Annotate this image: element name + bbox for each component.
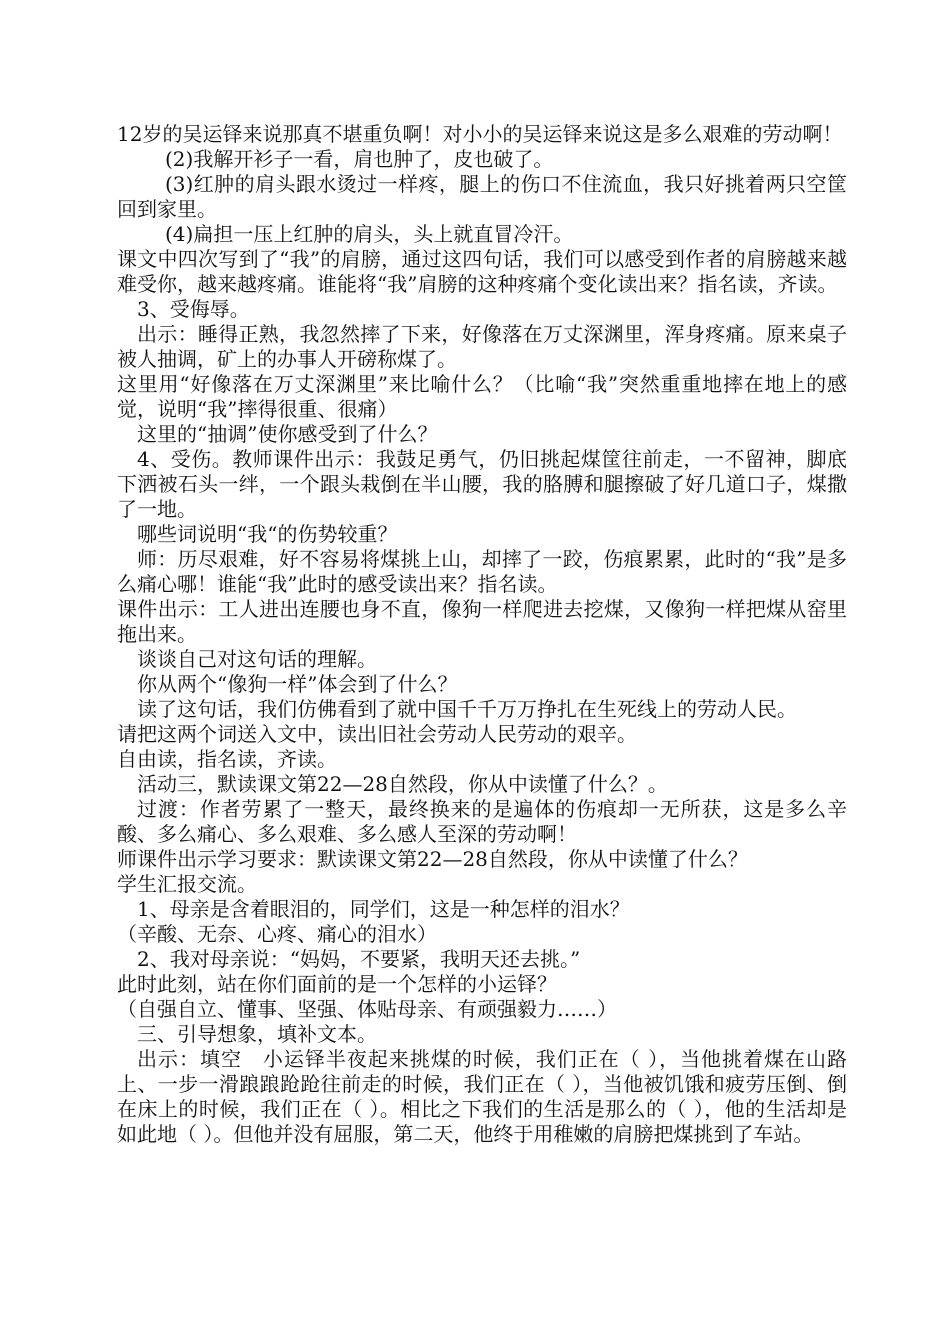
- paragraph: 课件出示：工人进出连腰也身不直，像狗一样爬进去挖煤，又像狗一样把煤从窑里拖出来。: [117, 597, 847, 646]
- paragraph: 师课件出示学习要求：默读课文第22—28自然段，你从中读懂了什么？: [117, 847, 748, 871]
- paragraph: 过渡：作者劳累了一整天，最终换来的是遍体的伤痕却一无所获，这是多么辛酸、多么痛心、多么艰难、多么感人至深的劳动啊！: [117, 797, 847, 846]
- paragraph: 这里的“抽调”使你感受到了什么？: [137, 422, 438, 446]
- paragraph: 读了这句话，我们仿佛看到了就中国千千万万挣扎在生死线上的劳动人民。: [137, 697, 797, 721]
- paragraph: 这里用“好像落在万丈深渊里”来比喻什么？（比喻“我”突然重重地摔在地上的感觉，说明“我”摔得很重、很痛）: [117, 372, 847, 421]
- paragraph: 此时此刻，站在你们面前的是一个怎样的小运铎？: [117, 972, 557, 996]
- paragraph: 三、引导想象，填补文本。: [137, 1022, 377, 1046]
- paragraph: 2、我对母亲说：“妈妈，不要紧，我明天还去挑。”: [137, 947, 581, 971]
- paragraph: 学生汇报交流。: [117, 872, 257, 896]
- paragraph: 师：历尽艰难，好不容易将煤挑上山，却摔了一跤，伤痕累累，此时的“我”是多么痛心哪！谁能“我”此时的感受读出来？指名读。: [117, 547, 847, 596]
- paragraph: 12岁的吴运铎来说那真不堪重负啊！对小小的吴运铎来说这是多么艰难的劳动啊！: [117, 122, 843, 146]
- paragraph: 课文中四次写到了“我”的肩膀，通过这四句话，我们可以感受到作者的肩膀越来越难受你，越来越疼痛。谁能将“我”肩膀的这种疼痛个变化读出来？指名读，齐读。: [117, 247, 847, 296]
- paragraph: 哪些词说明“我“的伤势较重？: [137, 522, 398, 546]
- paragraph: 你从两个“像狗一样”体会到了什么？: [137, 672, 458, 696]
- paragraph: 1、母亲是含着眼泪的，同学们，这是一种怎样的泪水？: [137, 897, 630, 921]
- paragraph: （自强自立、懂事、坚强、体贴母亲、有顽强毅力……）: [117, 997, 617, 1021]
- paragraph: 活动三，默读课文第22—28自然段，你从中读懂了什么？。: [137, 772, 668, 796]
- paragraph: (2)我解开衫子一看，肩也肿了，皮也破了。: [165, 147, 554, 171]
- paragraph: 谈谈自己对这句话的理解。: [137, 647, 377, 671]
- paragraph: 出示：填空 小运铎半夜起来挑煤的时候，我们正在（ ），当他挑着煤在山路上、一步一滑踉踉跄跄往前走的时候，我们正在（ ），当他被饥饿和疲劳压倒、倒在床上的时候，我们正在（ ）。相比之下我们的生活是那么的（ ），他的生活却是如此地（ ）。但他并没有屈服，第二天，他终于用稚嫩的肩膀把煤挑到了车站。: [117, 1047, 847, 1146]
- paragraph: 3、受侮辱。: [137, 297, 250, 321]
- document-page: [117, 122, 847, 1147]
- paragraph: 出示：睡得正熟，我忽然摔了下来，好像落在万丈深渊里，浑身疼痛。原来桌子被人抽调，矿上的办事人开磅称煤了。: [117, 322, 847, 371]
- paragraph: (3)红肿的肩头跟水烫过一样疼，腿上的伤口不住流血，我只好挑着两只空筐回到家里。: [117, 172, 847, 221]
- paragraph: 请把这两个词送入文中，读出旧社会劳动人民劳动的艰辛。: [117, 722, 637, 746]
- paragraph: 自由读，指名读，齐读。: [117, 747, 337, 771]
- paragraph: 4、受伤。教师课件出示：我鼓足勇气，仍旧挑起煤筐往前走，一不留神，脚底下洒被石头一绊，一个跟头栽倒在半山腰，我的胳膊和腿擦破了好几道口子，煤撒了一地。: [117, 447, 847, 521]
- paragraph: （辛酸、无奈、心疼、痛心的泪水）: [117, 922, 437, 946]
- paragraph: (4)扁担一压上红肿的肩头，头上就直冒冷汗。: [165, 222, 574, 246]
